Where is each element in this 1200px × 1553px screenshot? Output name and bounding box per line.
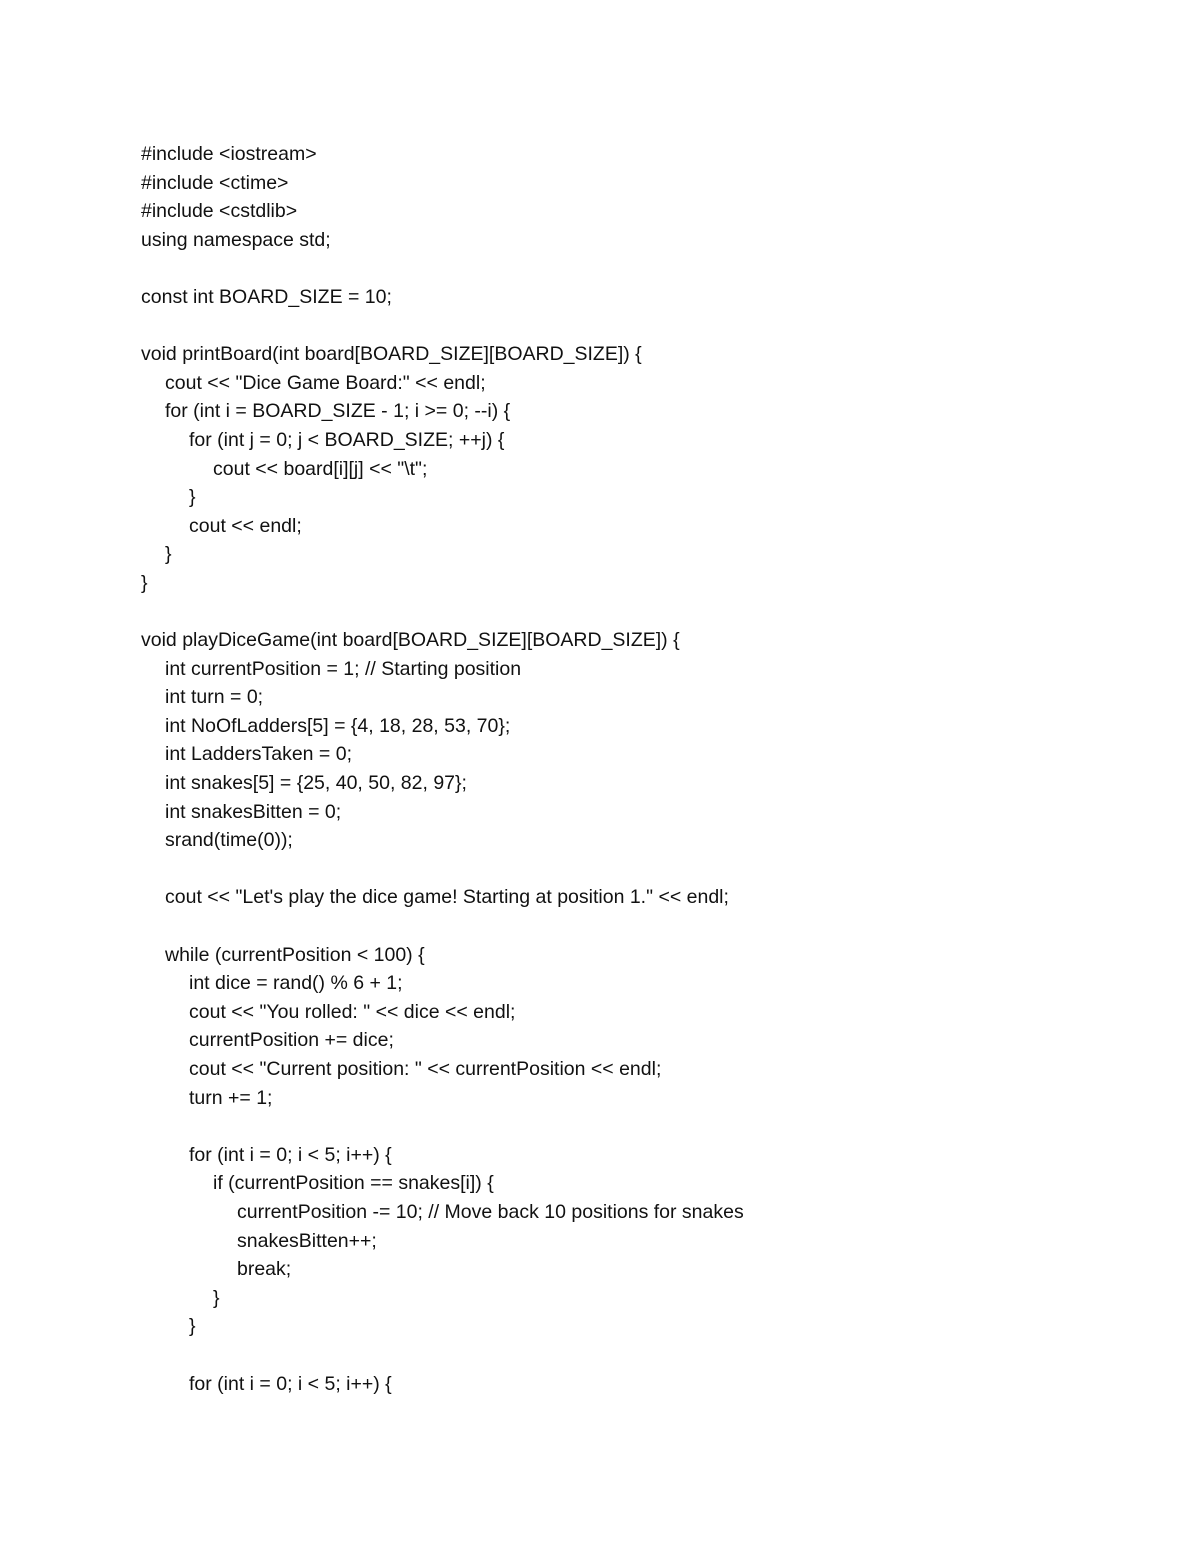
blank-line	[141, 312, 744, 341]
code-line: break;	[237, 1258, 292, 1281]
code-line: int dice = rand() % 6 + 1;	[189, 972, 403, 995]
code-line: void printBoard(int board[BOARD_SIZE][BOARD_SIZE]) {	[141, 343, 642, 366]
code-line: currentPosition += dice;	[189, 1029, 394, 1052]
code-line: while (currentPosition < 100) {	[165, 943, 425, 966]
code-line: int currentPosition = 1; // Starting position	[165, 657, 522, 680]
code-line: void playDiceGame(int board[BOARD_SIZE][BOARD_SIZE]) {	[141, 629, 680, 652]
blank-line	[141, 855, 744, 884]
code-line: currentPosition -= 10; // Move back 10 positions for snakes	[237, 1200, 744, 1223]
code-line: cout << "Dice Game Board:" << endl;	[165, 371, 486, 394]
code-line: cout << endl;	[189, 514, 302, 537]
code-line: if (currentPosition == snakes[i]) {	[213, 1172, 494, 1195]
code-line: #include <iostream>	[141, 143, 317, 165]
code-line: cout << "Current position: " << currentPosition << endl;	[189, 1058, 662, 1080]
blank-line	[141, 254, 744, 283]
blank-line	[141, 1341, 744, 1370]
code-line: int LaddersTaken = 0;	[165, 743, 353, 766]
code-line: }	[141, 571, 148, 594]
code-line: for (int i = 0; i < 5; i++) {	[189, 1372, 392, 1395]
code-line: cout << "You rolled: " << dice << endl;	[189, 1000, 516, 1023]
code-line: for (int j = 0; j < BOARD_SIZE; ++j) {	[189, 428, 505, 451]
blank-line	[141, 1112, 744, 1141]
code-line: turn += 1;	[189, 1086, 273, 1109]
code-line: using namespace std;	[141, 228, 331, 251]
code-line: #include <ctime>	[141, 171, 289, 194]
code-line: }	[165, 543, 172, 566]
blank-line	[141, 912, 744, 941]
code-line: int snakes[5] = {25, 40, 50, 82, 97};	[165, 772, 467, 795]
code-line: for (int i = 0; i < 5; i++) {	[189, 1143, 392, 1166]
blank-line	[141, 598, 744, 627]
code-line: }	[213, 1286, 220, 1309]
code-line: const int BOARD_SIZE = 10;	[141, 285, 392, 308]
code-line: snakesBitten++;	[237, 1229, 377, 1252]
code-line: int NoOfLadders[5] = {4, 18, 28, 53, 70};	[165, 714, 511, 737]
code-line: srand(time(0));	[165, 829, 293, 852]
code-listing	[141, 140, 744, 1398]
code-line: int snakesBitten = 0;	[165, 800, 342, 823]
code-line: #include <cstdlib>	[141, 200, 298, 223]
code-line: }	[189, 1315, 196, 1338]
code-line: for (int i = BOARD_SIZE - 1; i >= 0; --i) {	[165, 400, 511, 423]
code-line: }	[189, 486, 196, 509]
code-line: cout << "Let's play the dice game! Starting at position 1." << endl;	[165, 886, 729, 909]
code-line: int turn = 0;	[165, 686, 264, 709]
code-line: cout << board[i][j] << "\t";	[213, 457, 428, 480]
